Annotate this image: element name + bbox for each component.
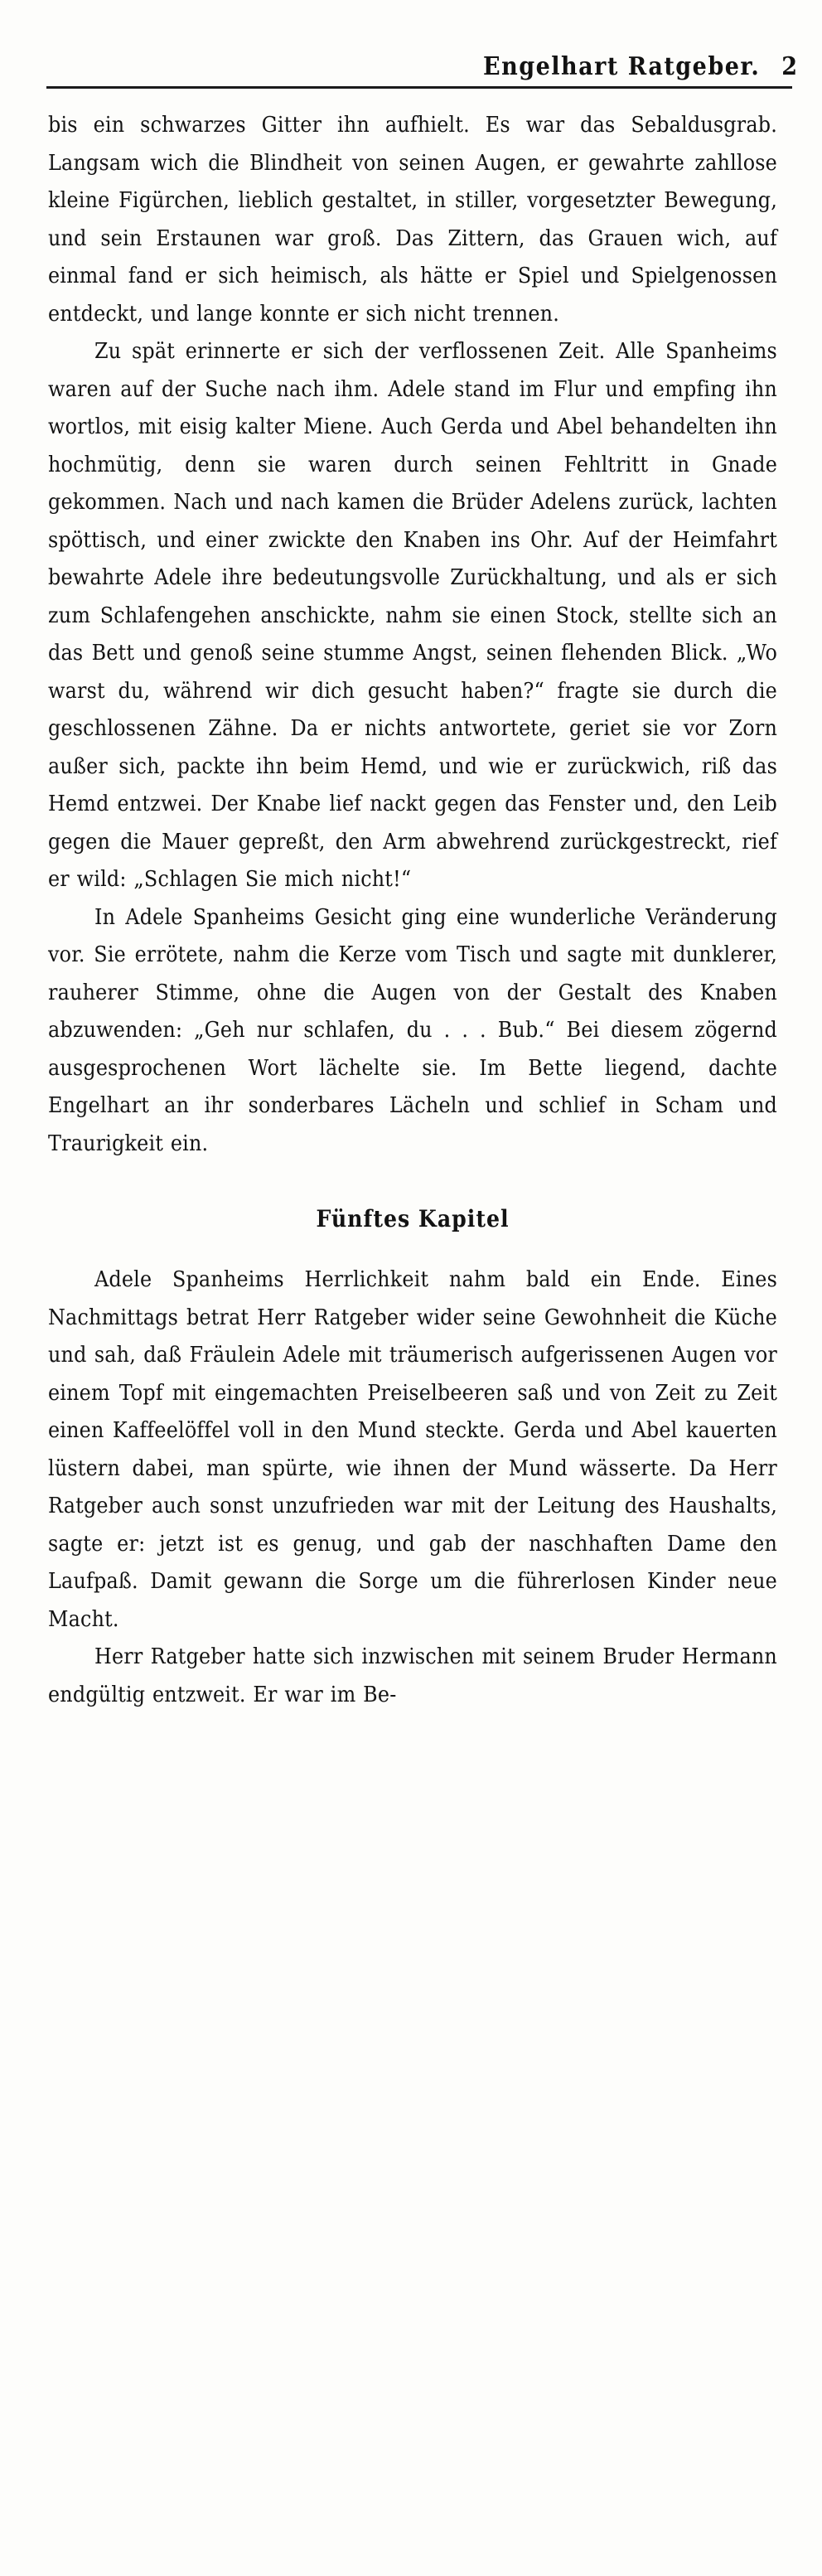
chapter-heading: Fünftes Kapitel xyxy=(316,1205,510,1232)
paragraph: bis ein schwarzes Gitter ihn aufhielt. Es war das Sebaldusgrab. Langsam wich die Blindheit von seinen Augen, er gewahrte zahllose kleine Figürchen, lieblich gestaltet, in stiller, vorgesetzter Bewegung, und sein Erstaunen war groß. Das Zittern, das Grauen wich, auf einmal fand er sich heimisch, als hätte er Spiel und Spielgenossen entdeckt, und lange konnte er sich nicht trennen. xyxy=(48,112,777,327)
paragraph: Herr Ratgeber hatte sich inzwischen mit seinem Bruder Hermann endgültig entzweit. Er war im Be- xyxy=(48,1644,777,1707)
paragraph: In Adele Spanheims Gesicht ging eine wunderliche Veränderung vor. Sie errötete, nahm die Kerze vom Tisch und sagte mit dunklerer, rauherer Stimme, ohne die Augen von der Gestalt des Knaben abzuwenden: „Geh nur schlafen, du . . . Bub.“ Bei diesem zögernd ausgesprochenen Wort lächelte sie. Im Bette liegend, dachte Engelhart an ihr sonderbares Lächeln und schlief in Scham und Traurigkeit ein. xyxy=(48,903,777,1156)
running-head xyxy=(50,33,797,81)
paragraph: Adele Spanheims Herrlichkeit nahm bald ein Ende. Eines Nachmittags betrat Herr Ratgeber wider seine Gewohnheit die Küche und sah, daß Fräulein Adele mit träumerisch aufgerissenen Augen vor einem Topf mit eingemachten Preiselbeeren saß und von Zeit zu Zeit einen Kaffeelöffel voll in den Mund steckte. Gerda und Abel kauerten lüstern dabei, man spürte, wie ihnen der Mund wässerte. Da Herr Ratgeber auch sonst unzufrieden war mit der Leitung des Haushalts, sagte er: jetzt ist es genug, und gab der naschhaften Dame den Laufpaß. Damit gewann die Sorge um die führerlosen Kinder neue Macht. xyxy=(48,1266,777,1632)
paragraph: Zu spät erinnerte er sich der verflossenen Zeit. Alle Spanheims waren auf der Suche nach ihm. Adele stand im Flur und empfing ihn wortlos, mit eisig kalter Miene. Auch Gerda und Abel behandelten ihn hochmütig, denn sie waren durch seinen Fehltritt in Gnade gekommen. Nach und nach kamen die Brüder Adelens zurück, lachten spöttisch, und einer zwickte den Knaben ins Ohr. Auf der Heimfahrt bewahrte Adele ihre bedeutungsvolle Zurückhaltung, und als er sich zum Schlafengehen anschickte, nahm sie einen Stock, stellte sich an das Bett und genoß seine stumme Angst, seinen flehenden Blick. „Wo warst du, während wir dich gesucht haben?“ fragte sie durch die geschlossenen Zähne. Da er nichts antwortete, geriet sie vor Zorn außer sich, packte ihn beim Hemd, und wie er zurückwich, riß das Hemd entzwei. Der Knabe lief nackt gegen das Fenster und, den Leib gegen die Mauer gepreßt, den Arm abwehrend zurückgestreckt, rief er wild: „Schlagen Sie mich nicht!“ xyxy=(48,338,777,892)
header-rule xyxy=(46,86,792,89)
text-column xyxy=(48,106,777,1713)
running-head-title: Engelhart Ratgeber. xyxy=(483,52,761,81)
page-folio: 2 xyxy=(781,52,797,81)
